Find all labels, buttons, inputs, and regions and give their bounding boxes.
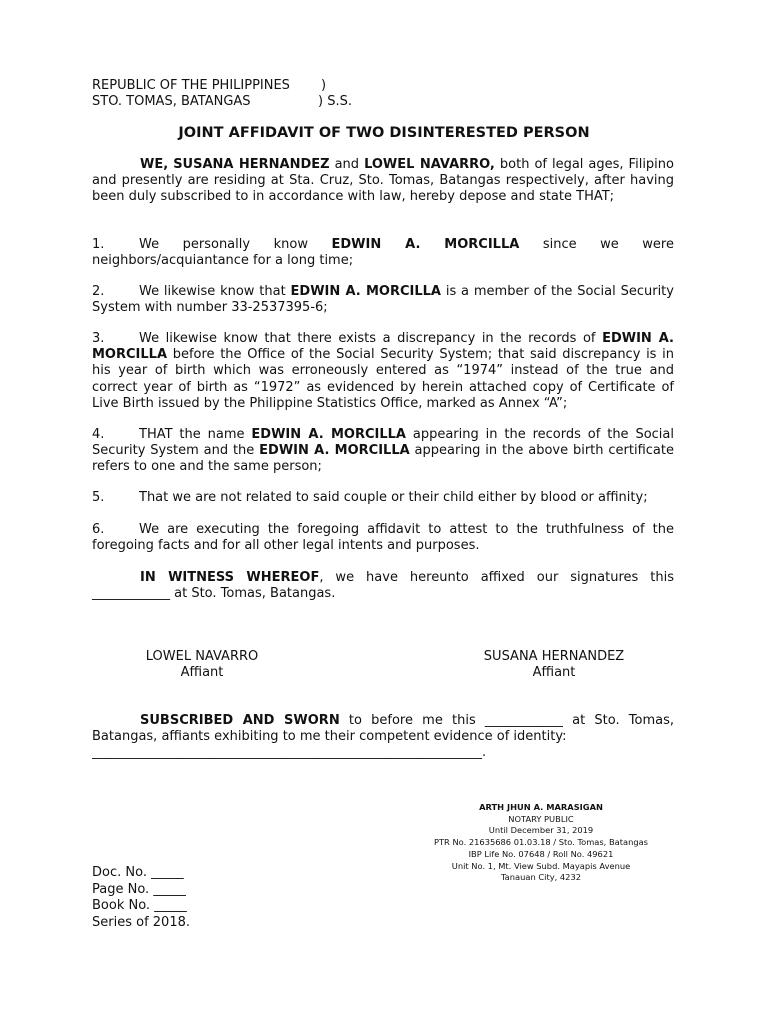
venue-republic: REPUBLIC OF THE PHILIPPINES	[92, 78, 290, 93]
item-5-number: 5.	[92, 490, 105, 505]
item-2-text-a: We likewise know that	[139, 284, 291, 299]
notary-title: NOTARY PUBLIC	[508, 813, 574, 824]
item-1-number: 1.	[92, 237, 105, 252]
item-1-name: EDWIN A. MORCILLA	[331, 237, 520, 252]
intro-affiant2: LOWEL NAVARRO,	[364, 157, 495, 172]
witness-lead: IN WITNESS WHEREOF	[140, 570, 320, 585]
venue-locality: STO. TOMAS, BATANGAS	[92, 94, 251, 109]
jurat-lead: SUBSCRIBED AND SWORN	[140, 713, 340, 728]
item-2	[92, 284, 674, 316]
signatory-left	[112, 649, 292, 681]
item-3-name: EDWIN A. MORCILLA	[92, 331, 674, 363]
item-4	[92, 427, 674, 476]
notary-address-1: Unit No. 1, Mt. View Subd. Mayapis Avenue	[451, 860, 631, 871]
item-1	[92, 237, 674, 269]
item-1-text-a: We personally know	[139, 237, 332, 252]
intro-and: and	[329, 157, 365, 172]
intro-affiant1: SUSANA HERNANDEZ	[173, 157, 330, 172]
notary-ibp: IBP Life No. 07648 / Roll No. 49621	[468, 848, 614, 859]
jurat-clause	[92, 713, 674, 762]
item-1-text-b: since we were neighbors/acquiantance for a long time;	[92, 237, 674, 269]
item-6	[92, 522, 674, 554]
signatory-left-name: LOWEL NAVARRO	[145, 649, 259, 664]
notary-name: ARTH JHUN A. MARASIGAN	[479, 802, 603, 812]
witness-clause	[92, 570, 674, 602]
intro-paragraph	[92, 157, 674, 206]
notary-until: Until December 31, 2019	[488, 825, 594, 836]
item-2-number: 2.	[92, 284, 105, 299]
item-4-name-2: EDWIN A. MORCILLA	[259, 443, 410, 459]
item-6-text: We are executing the foregoing affidavit to attest to the truthfulness of the foregoing facts and for all other legal intents and purposes.	[92, 522, 674, 554]
item-3-text-a: We likewise know that there exists a discrepancy in the records of	[139, 331, 603, 346]
signatory-left-role: Affiant	[180, 665, 224, 680]
signatory-right-role: Affiant	[532, 665, 576, 680]
notary-address-2: Tanauan City, 4232	[500, 872, 581, 883]
item-5-text: That we are not related to said couple or their child either by blood or affinity;	[139, 490, 648, 505]
item-4-text-a: THAT the name	[139, 427, 252, 442]
item-3-number: 3.	[92, 331, 105, 346]
item-5	[92, 490, 674, 506]
jurat-id-line: ____________________________________________________________.	[92, 745, 487, 761]
item-3	[92, 331, 674, 412]
item-4-number: 4.	[92, 427, 105, 442]
item-2-name: EDWIN A. MORCILLA	[290, 284, 441, 299]
intro-we: WE,	[140, 157, 169, 172]
signatory-right-name: SUSANA HERNANDEZ	[483, 649, 625, 664]
jurat-rest: to before me this ____________ at Sto. Tomas, Batangas, affiants exhibiting to me their competent evidence of identity:	[92, 713, 674, 745]
item-4-text-c: appearing in the above birth certificate refers to one and the same person;	[92, 443, 674, 475]
item-4-name: EDWIN A. MORCILLA	[251, 427, 406, 442]
book-no: Book No. _____	[92, 898, 187, 913]
notary-block	[396, 802, 686, 884]
witness-rest: , we have hereunto affixed our signatures this ____________ at Sto. Tomas, Batangas.	[92, 570, 674, 602]
item-6-number: 6.	[92, 522, 105, 537]
item-2-text-b: is a member of the Social Security System with number 33-2537395-6;	[92, 284, 674, 316]
item-3-text-b: before the Office of the Social Security System; that said discrepancy is in his year of birth which was erroneously entered as “1974” instead of the true and correct year of birth as “1972” as evidenced by herein attached copy of Certificate of Live Birth issued by the Philippine Statistics Office, marked as Annex “A”;	[92, 347, 674, 411]
signatory-right	[460, 649, 648, 681]
document-title: JOINT AFFIDAVIT OF TWO DISINTERESTED PERSON	[178, 125, 590, 141]
intro-rest: both of legal ages, Filipino and presently are residing at Sta. Cruz, Sto. Tomas, Batangas respectively, after having been duly subscribed to in accordance with law, hereby depose and state THAT;	[92, 157, 674, 205]
page-no: Page No. _____	[92, 881, 186, 897]
item-4-text-b: appearing in the records of the Social Security System and the	[92, 427, 674, 459]
doc-numbers	[92, 865, 190, 931]
venue-paren: )	[321, 78, 327, 93]
notary-ptr: PTR No. 21635686 01.03.18 / Sto. Tomas, Batangas	[433, 837, 649, 848]
series: Series of 2018.	[92, 914, 190, 930]
doc-no: Doc. No. _____	[92, 865, 184, 880]
venue-ss: ) S.S.	[318, 94, 352, 109]
